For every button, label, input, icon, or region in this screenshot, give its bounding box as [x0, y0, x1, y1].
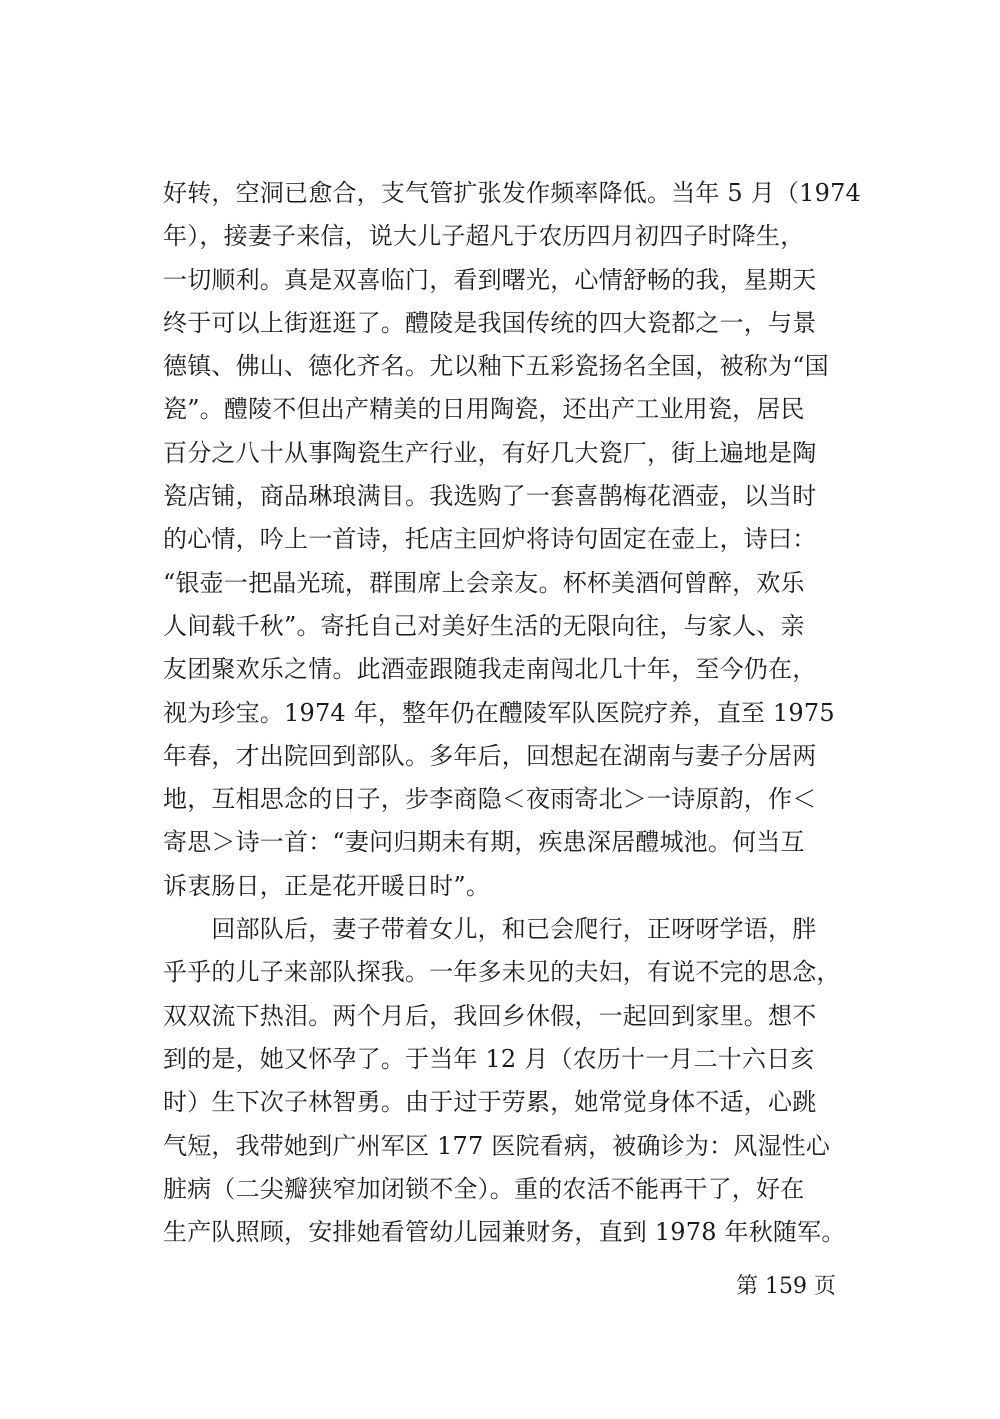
text-line: 一切顺利。真是双喜临门，看到曙光，心情舒畅的我，星期天 — [163, 265, 817, 294]
text-line: 终于可以上街逛逛了。醴陵是我国传统的四大瓷都之一，与景 — [163, 308, 817, 337]
text-line: 德镇、佛山、德化齐名。尤以釉下五彩瓷扬名全国，被称为“国 — [163, 352, 829, 381]
text-line: 时）生下次子林智勇。由于过于劳累，她常觉身体不适，心跳 — [163, 1088, 817, 1117]
body-text — [163, 172, 862, 1254]
text-line: 年），接妻子来信，说大儿子超凡于农历四月初四子时降生， — [163, 222, 805, 251]
text-line: 瓷店铺，商品琳琅满目。我选购了一套喜鹊梅花酒壶，以当时 — [163, 482, 817, 511]
text-line: 寄思＞诗一首：“妻问归期未有期，疾患深居醴城池。何当互 — [163, 828, 805, 857]
text-line: 视为珍宝。1974 年，整年仍在醴陵军队医院疗养，直至 1975 — [163, 698, 835, 727]
text-line: “银壶一把晶光琉，群围席上会亲友。杯杯美酒何曾醉，欢乐 — [163, 568, 805, 597]
text-line: 到的是，她又怀孕了。于当年 12 月（农历十一月二十六日亥 — [163, 1044, 815, 1073]
text-line: 瓷”。醴陵不但出产精美的日用陶瓷，还出产工业用瓷，居民 — [163, 395, 805, 424]
text-line: 好转，空洞已愈合，支气管扩张发作频率降低。当年 5 月（1974 — [163, 179, 862, 207]
text-line: 的心情，吟上一首诗，托店主回炉将诗句固定在壶上，诗曰： — [163, 525, 817, 554]
text-line: 双双流下热泪。两个月后，我回乡休假，一起回到家里。想不 — [163, 1001, 817, 1030]
text-line: 友团聚欢乐之情。此酒壶跟随我走南闯北几十年，至今仍在， — [163, 655, 817, 684]
text-line: 地，互相思念的日子，步李商隐＜夜雨寄北＞一诗原韵，作＜ — [163, 785, 817, 814]
page-number: 第 159 页 — [736, 1274, 836, 1299]
text-line: 回部队后，妻子带着女儿，和已会爬行，正呀呀学语，胖 — [163, 915, 817, 944]
text-line: 年春，才出院回到部队。多年后，回想起在湖南与妻子分居两 — [163, 741, 817, 770]
text-line: 人间载千秋”。寄托自己对美好生活的无限向往，与家人、亲 — [163, 611, 805, 640]
text-line: 乎乎的儿子来部队探我。一年多未见的夫妇，有说不完的思念， — [163, 958, 841, 987]
text-line: 百分之八十从事陶瓷生产行业，有好几大瓷厂，街上遍地是陶 — [163, 438, 817, 467]
text-line: 脏病（二尖瓣狭窄加闭锁不全）。重的农活不能再干了，好在 — [163, 1174, 805, 1203]
text-line: 生产队照顾，安排她看管幼儿园兼财务，直到 1978 年秋随军。 — [163, 1218, 846, 1247]
text-line: 气短，我带她到广州军区 177 医院看病，被确诊为：风湿性心 — [163, 1131, 831, 1160]
text-line: 诉衷肠日，正是花开暖日时”。 — [163, 871, 491, 900]
